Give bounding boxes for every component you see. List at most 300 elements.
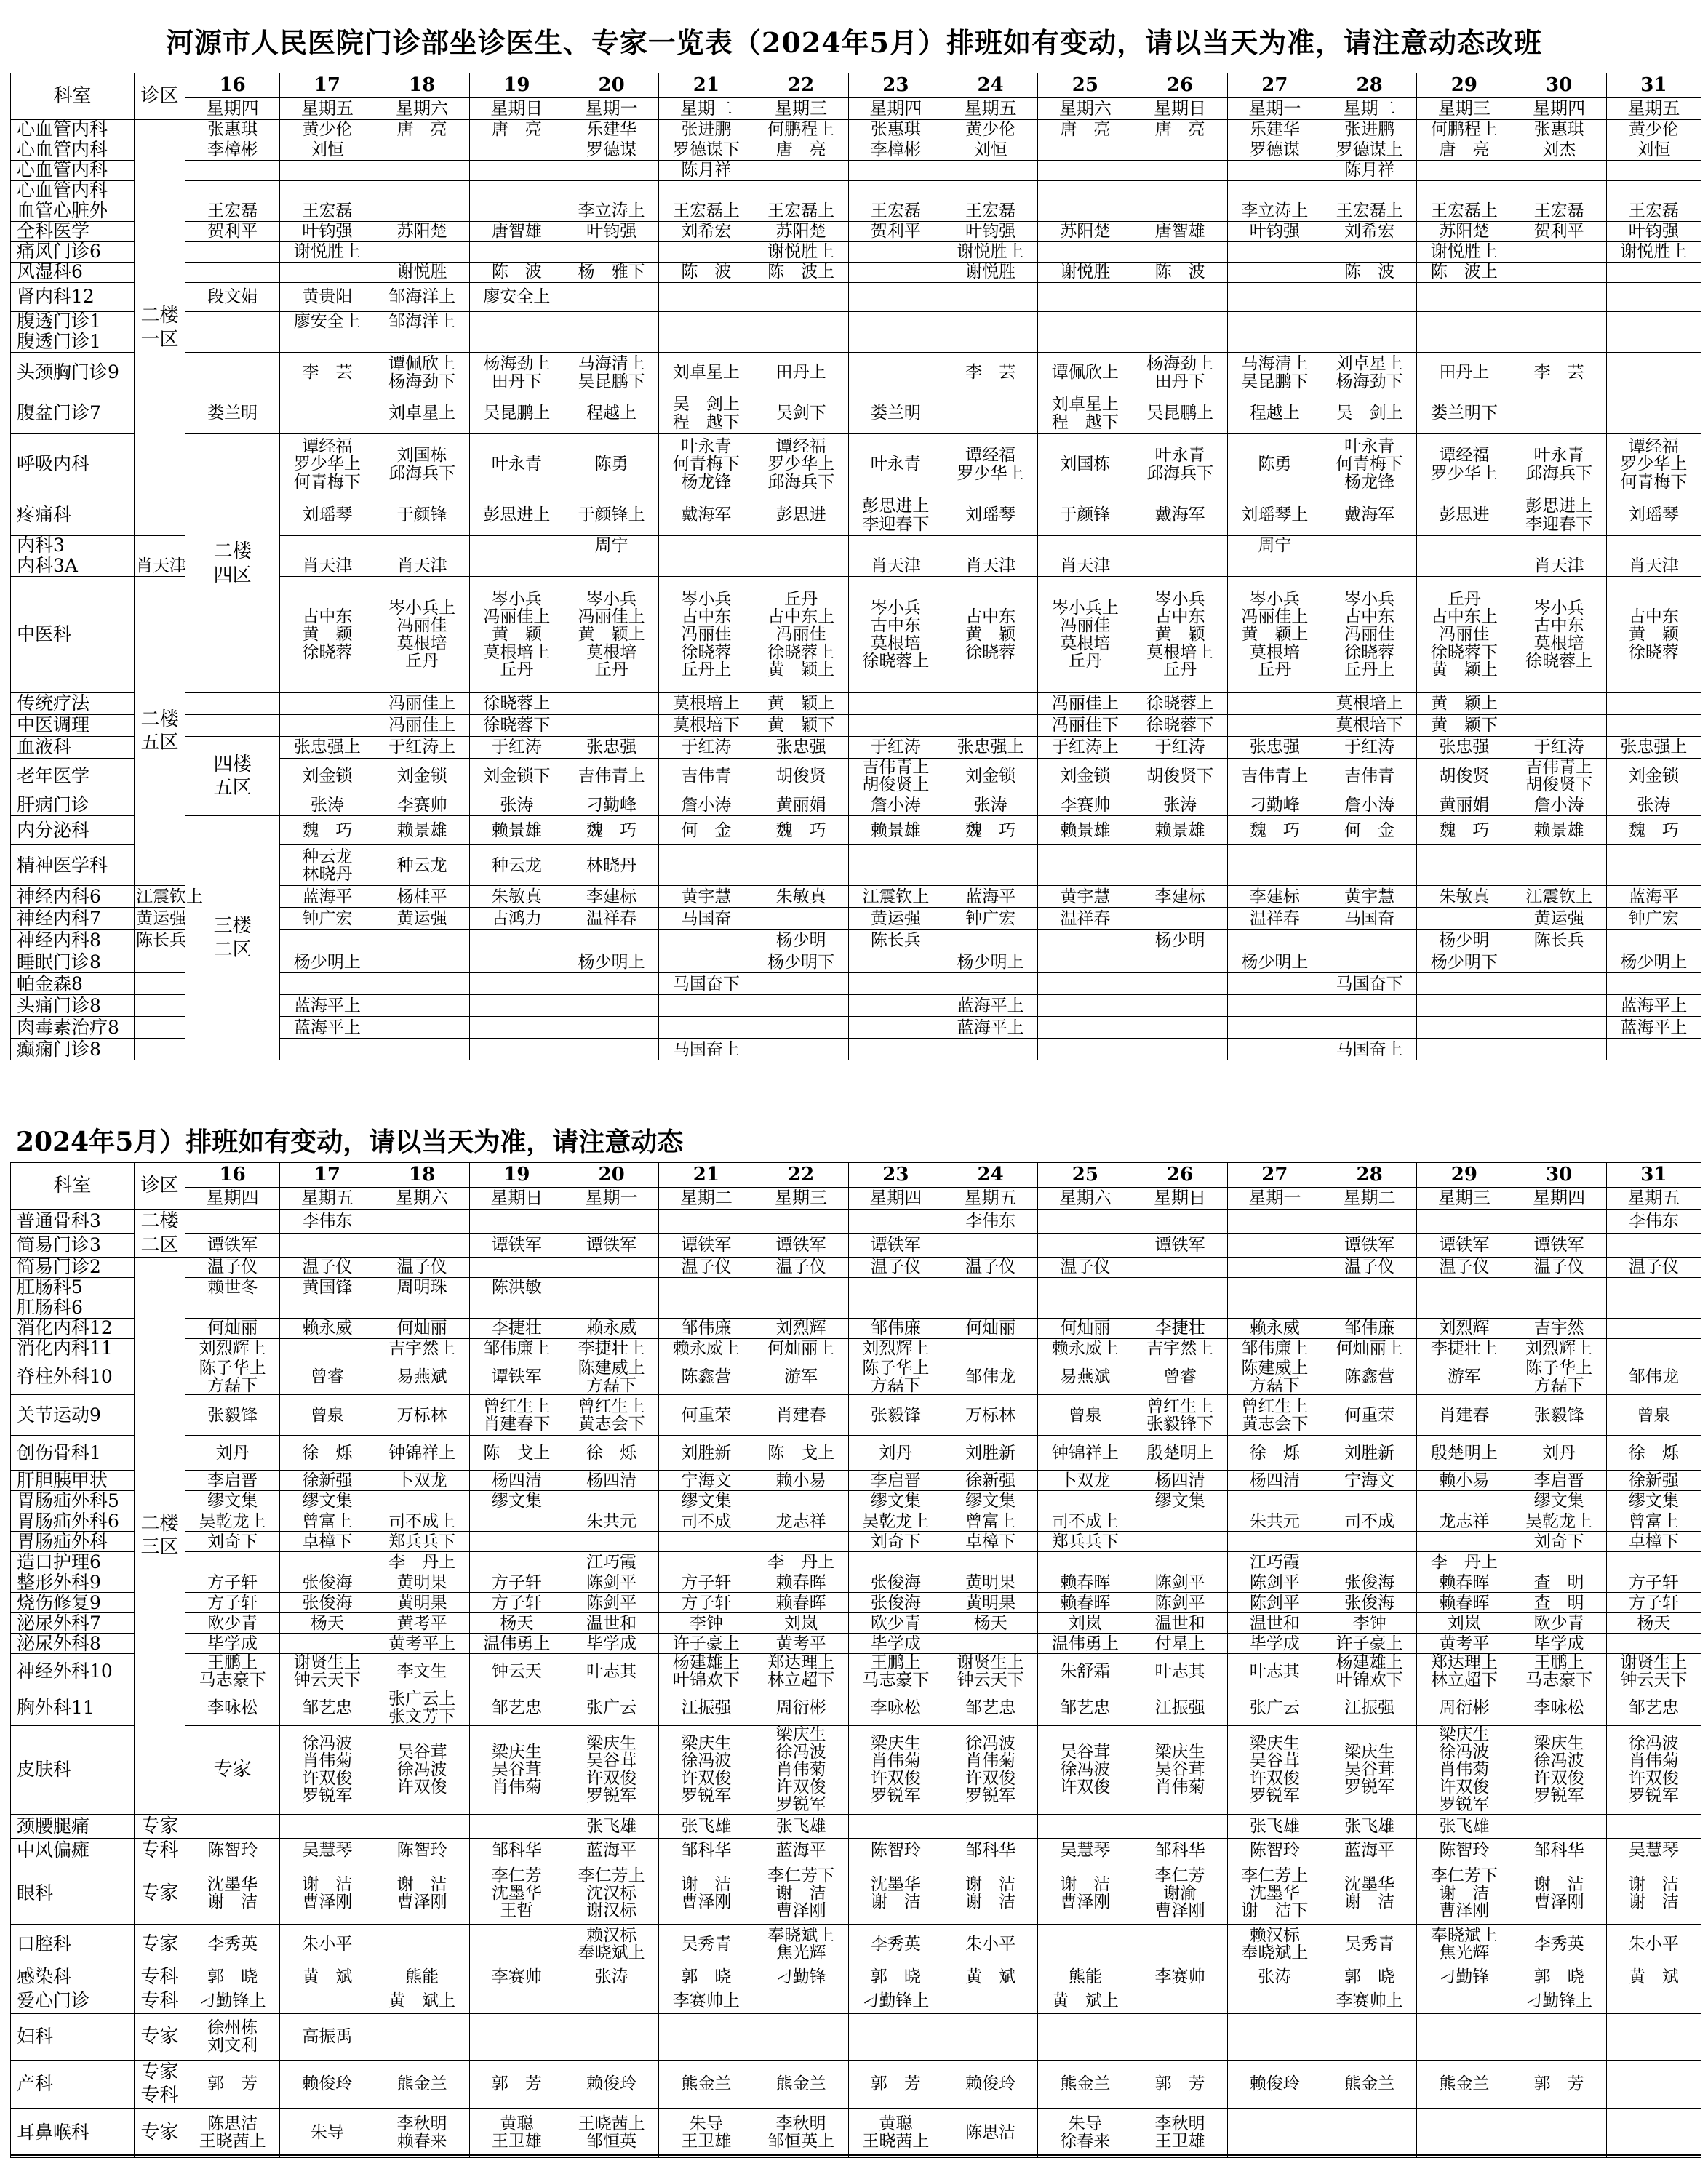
- doctor-cell: [375, 536, 469, 556]
- doctor-cell: [1512, 1814, 1606, 1839]
- doctor-cell: [1322, 1532, 1417, 1552]
- doctor-cell: 何灿丽: [1038, 1319, 1133, 1339]
- doctor-cell: 谭铁军: [1133, 1234, 1227, 1258]
- dept-name: 普通骨科3: [11, 1210, 135, 1234]
- doctor-cell: [1417, 2013, 1512, 2060]
- weekday-header: 星期三: [1417, 98, 1512, 120]
- doctor-cell: [848, 161, 943, 181]
- doctor-cell: 乐建华: [1227, 120, 1322, 140]
- doctor-cell: 温子仪: [280, 1258, 375, 1278]
- doctor-cell: 蓝海平上: [280, 995, 375, 1017]
- schedule-row: [11, 181, 1701, 201]
- doctor-cell: [943, 1234, 1038, 1258]
- doctor-cell: 李仁芳下 谢 洁 曹泽刚: [754, 1863, 848, 1924]
- doctor-cell: 莫根培上: [1322, 693, 1417, 715]
- date-header: 17: [280, 1163, 375, 1188]
- doctor-cell: 张忠强上: [943, 737, 1038, 759]
- doctor-cell: 卓樟下: [1606, 1532, 1701, 1552]
- doctor-cell: 陈 波: [1322, 263, 1417, 283]
- doctor-cell: 莫根培下: [1322, 715, 1417, 737]
- doctor-cell: 杨少明上: [1606, 951, 1701, 973]
- doctor-cell: 何灿丽: [185, 1319, 280, 1339]
- doctor-cell: 李秀英: [1512, 1924, 1606, 1965]
- doctor-cell: 杨少明上: [564, 951, 659, 973]
- doctor-cell: [1606, 973, 1701, 995]
- doctor-cell: 欧少青: [185, 1613, 280, 1634]
- doctor-cell: [280, 1634, 375, 1654]
- doctor-cell: 杨天: [280, 1613, 375, 1634]
- schedule-row: [11, 1532, 1701, 1552]
- doctor-cell: [1322, 930, 1417, 951]
- doctor-cell: 张涛: [1227, 1965, 1322, 1989]
- doctor-cell: 刘金锁: [943, 759, 1038, 794]
- weekday-header: 星期日: [1133, 1188, 1227, 1210]
- dept-name: 腹透门诊1: [11, 312, 135, 332]
- weekday-header: 星期四: [185, 1188, 280, 1210]
- doctor-cell: 毕学成: [848, 1634, 943, 1654]
- doctor-cell: [943, 393, 1038, 434]
- doctor-cell: 邹艺忠: [469, 1690, 564, 1725]
- doctor-cell: 温子仪: [1606, 1258, 1701, 1278]
- doctor-cell: 朱小平: [280, 1924, 375, 1965]
- doctor-cell: [1417, 283, 1512, 312]
- doctor-cell: [1512, 283, 1606, 312]
- doctor-cell: [185, 332, 280, 353]
- doctor-cell: 沈墨华 谢 洁: [1322, 1863, 1417, 1924]
- doctor-cell: [564, 1258, 659, 1278]
- doctor-cell: 陈剑平: [1227, 1572, 1322, 1593]
- doctor-cell: 张飞雄: [1227, 1814, 1322, 1839]
- dept-name: 胸外科11: [11, 1690, 135, 1725]
- doctor-cell: 谢悦胜上: [1606, 242, 1701, 263]
- doctor-cell: [1322, 332, 1417, 353]
- doctor-cell: [1133, 1210, 1227, 1234]
- doctor-cell: 刘国栋: [1038, 434, 1133, 495]
- doctor-cell: 李立涛上: [564, 201, 659, 222]
- doctor-cell: 陈 波上: [754, 263, 848, 283]
- doctor-cell: 温祥春: [1227, 908, 1322, 930]
- doctor-cell: [1227, 283, 1322, 312]
- doctor-cell: 谢 洁 曹泽刚: [1512, 1863, 1606, 1924]
- doctor-cell: [1133, 181, 1227, 201]
- doctor-cell: [1322, 995, 1417, 1017]
- doctor-cell: 杨海劲上 田丹下: [1133, 353, 1227, 393]
- doctor-cell: [280, 930, 375, 951]
- doctor-cell: 温子仪: [659, 1258, 754, 1278]
- weekday-header: 星期三: [1417, 1188, 1512, 1210]
- doctor-cell: 钟广宏: [1606, 908, 1701, 930]
- doctor-cell: 钟广宏: [280, 908, 375, 930]
- doctor-cell: 刘希宏: [659, 222, 754, 242]
- doctor-cell: 温子仪: [375, 1258, 469, 1278]
- doctor-cell: 徐冯波 肖伟菊 许双俊 罗锐军: [280, 1725, 375, 1814]
- doctor-cell: [280, 1552, 375, 1572]
- dept-name: 神经内科7: [11, 908, 135, 930]
- doctor-cell: [1133, 1532, 1227, 1552]
- weekday-header: 星期五: [280, 1188, 375, 1210]
- doctor-cell: 郭 芳: [469, 2060, 564, 2108]
- doctor-cell: 李立涛上: [1227, 201, 1322, 222]
- schedule-row: [11, 263, 1701, 283]
- doctor-cell: [848, 536, 943, 556]
- doctor-cell: 江震钦上: [135, 886, 185, 908]
- doctor-cell: [1227, 2013, 1322, 2060]
- doctor-cell: 岑小兵 冯丽佳上 黄 颖上 莫根培 丘丹: [1227, 577, 1322, 693]
- doctor-cell: [1322, 1210, 1417, 1234]
- doctor-cell: 贺利平: [1512, 222, 1606, 242]
- doctor-cell: 王宏磊上: [659, 201, 754, 222]
- doctor-cell: 沈墨华 谢 洁: [848, 1863, 943, 1924]
- doctor-cell: 何重荣: [1322, 1395, 1417, 1436]
- doctor-cell: [1038, 2013, 1133, 2060]
- weekday-header: 星期一: [1227, 1188, 1322, 1210]
- doctor-cell: 丘丹 古中东上 冯丽佳 徐晓蓉下 黄 颖上: [1417, 577, 1512, 693]
- doctor-cell: [1512, 2013, 1606, 2060]
- doctor-cell: 谭铁军: [659, 1234, 754, 1258]
- doctor-cell: 李秋明 邹恒英上: [754, 2108, 848, 2157]
- doctor-cell: 方子轩: [659, 1572, 754, 1593]
- doctor-cell: 陈 波: [1133, 263, 1227, 283]
- doctor-cell: [375, 930, 469, 951]
- doctor-cell: [185, 693, 280, 715]
- doctor-cell: [564, 2013, 659, 2060]
- doctor-cell: 刘卓星上 杨海劲下: [1322, 353, 1417, 393]
- weekday-header: 星期五: [1606, 98, 1701, 120]
- doctor-cell: 杨四清: [564, 1471, 659, 1491]
- doctor-cell: 吴剑下: [754, 393, 848, 434]
- doctor-cell: 张涛: [1606, 794, 1701, 816]
- schedule-row: [11, 1634, 1701, 1654]
- doctor-cell: 朱敏真: [469, 886, 564, 908]
- doctor-cell: 罗德谋下: [659, 140, 754, 161]
- doctor-cell: 赖景雄: [375, 816, 469, 845]
- doctor-cell: 梁庆生 徐冯波 肖伟菊 许双俊 罗锐军: [754, 1725, 848, 1814]
- doctor-cell: 刘金锁: [1038, 759, 1133, 794]
- doctor-cell: 张进鹏: [659, 120, 754, 140]
- doctor-cell: 李捷壮: [1133, 1319, 1227, 1339]
- doctor-cell: 熊金兰: [375, 2060, 469, 2108]
- doctor-cell: 陈鑫营: [659, 1359, 754, 1395]
- dept-name: 腹透门诊1: [11, 332, 135, 353]
- dept-header: 科室: [11, 73, 135, 120]
- doctor-cell: 吴 剑上 程 越下: [659, 393, 754, 434]
- doctor-cell: [848, 1039, 943, 1060]
- doctor-cell: 陈智玲: [1227, 1839, 1322, 1863]
- doctor-cell: 王鹏上 马志豪下: [185, 1654, 280, 1690]
- doctor-cell: [1606, 1339, 1701, 1359]
- doctor-cell: [659, 536, 754, 556]
- doctor-cell: [659, 242, 754, 263]
- doctor-cell: 杨少明上: [1227, 951, 1322, 973]
- doctor-cell: 赖俊玲: [943, 2060, 1038, 2108]
- schedule-row: [11, 312, 1701, 332]
- doctor-cell: [659, 2013, 754, 2060]
- doctor-cell: 周衍彬: [754, 1690, 848, 1725]
- doctor-cell: 黄贵阳: [280, 283, 375, 312]
- dept-name: 内分泌科: [11, 816, 135, 845]
- doctor-cell: [659, 1552, 754, 1572]
- doctor-cell: [1133, 995, 1227, 1017]
- doctor-cell: 李赛帅: [1038, 794, 1133, 816]
- dept-name: 头痛门诊8: [11, 995, 135, 1017]
- doctor-cell: 王晓茜上 邹恒英: [564, 2108, 659, 2157]
- clinic-area: 专家: [135, 1863, 185, 1924]
- doctor-cell: 吴慧琴: [280, 1839, 375, 1863]
- doctor-cell: [1417, 995, 1512, 1017]
- doctor-cell: [564, 242, 659, 263]
- doctor-cell: [1133, 1017, 1227, 1039]
- doctor-cell: [280, 1814, 375, 1839]
- doctor-cell: [1133, 283, 1227, 312]
- doctor-cell: 陈剑平: [1133, 1572, 1227, 1593]
- doctor-cell: [1417, 1532, 1512, 1552]
- dept-name: 血液科: [11, 737, 135, 759]
- doctor-cell: [1038, 161, 1133, 181]
- weekday-header: 星期日: [1133, 98, 1227, 120]
- doctor-cell: 吉伟青上 胡俊贤上: [848, 759, 943, 794]
- doctor-cell: 刘瑶琴: [943, 495, 1038, 536]
- doctor-cell: 邹伟廉: [848, 1319, 943, 1339]
- schedule-row: [11, 140, 1701, 161]
- doctor-cell: 罗德谋: [564, 140, 659, 161]
- doctor-cell: 于红涛: [1322, 737, 1417, 759]
- doctor-cell: [1512, 263, 1606, 283]
- doctor-cell: [659, 1278, 754, 1298]
- dept-name: 中医科: [11, 577, 135, 693]
- doctor-cell: [659, 312, 754, 332]
- doctor-cell: 张进鹏: [1322, 120, 1417, 140]
- doctor-cell: 彭思进上: [469, 495, 564, 536]
- doctor-cell: 赖小易: [1417, 1471, 1512, 1491]
- doctor-cell: 张毅锋: [1512, 1395, 1606, 1436]
- doctor-cell: [1038, 140, 1133, 161]
- doctor-cell: 方子轩: [1606, 1593, 1701, 1613]
- doctor-cell: 吴慧琴: [1038, 1839, 1133, 1863]
- doctor-cell: 江震钦上: [1512, 886, 1606, 908]
- doctor-cell: 刘金锁: [280, 759, 375, 794]
- doctor-cell: 曾泉: [1038, 1395, 1133, 1436]
- doctor-cell: 谢悦胜: [943, 263, 1038, 283]
- dept-name: 肝胆胰甲状: [11, 1471, 135, 1491]
- doctor-cell: [375, 181, 469, 201]
- doctor-cell: [848, 2013, 943, 2060]
- doctor-cell: 缪文集: [1606, 1491, 1701, 1511]
- doctor-cell: [1227, 1039, 1322, 1060]
- doctor-cell: [848, 1814, 943, 1839]
- doctor-cell: 吴乾龙上: [1512, 1511, 1606, 1532]
- doctor-cell: 谭铁军: [469, 1359, 564, 1395]
- doctor-cell: 谭经福 罗少华上 何青梅下: [280, 434, 375, 495]
- doctor-cell: [1417, 1989, 1512, 2014]
- doctor-cell: [185, 312, 280, 332]
- date-header: 17: [280, 73, 375, 98]
- dept-name: 耳鼻喉科: [11, 2108, 135, 2157]
- doctor-cell: [754, 181, 848, 201]
- doctor-cell: 唐 亮: [375, 120, 469, 140]
- doctor-cell: [1322, 951, 1417, 973]
- doctor-cell: 刘岚: [1038, 1613, 1133, 1634]
- dept-name: 传统疗法: [11, 693, 135, 715]
- doctor-cell: [564, 332, 659, 353]
- doctor-cell: 毕学成: [1512, 1634, 1606, 1654]
- doctor-cell: 郑兵兵下: [1038, 1532, 1133, 1552]
- doctor-cell: 梁庆生 吴谷茸 许双俊 罗锐军: [564, 1725, 659, 1814]
- doctor-cell: 李伟东: [280, 1210, 375, 1234]
- doctor-cell: [469, 140, 564, 161]
- doctor-cell: 冯丽佳上: [375, 693, 469, 715]
- doctor-cell: 李 丹上: [1417, 1552, 1512, 1572]
- doctor-cell: [1417, 332, 1512, 353]
- doctor-cell: 肖天津: [1606, 556, 1701, 577]
- doctor-cell: [185, 161, 280, 181]
- doctor-cell: 刁勤峰: [564, 794, 659, 816]
- doctor-cell: 邹伟龙: [943, 1359, 1038, 1395]
- schedule-row: [11, 222, 1701, 242]
- doctor-cell: [848, 973, 943, 995]
- doctor-cell: 古中东 黄 颖 徐晓蓉: [1606, 577, 1701, 693]
- doctor-cell: [1227, 1491, 1322, 1511]
- doctor-cell: 梁庆生 吴谷茸 罗锐军: [1322, 1725, 1417, 1814]
- doctor-cell: 陈 波: [469, 263, 564, 283]
- doctor-cell: [848, 1552, 943, 1572]
- doctor-cell: [1322, 1017, 1417, 1039]
- doctor-cell: 黄明果: [943, 1593, 1038, 1613]
- date-header: 29: [1417, 1163, 1512, 1188]
- doctor-cell: 古中东 黄 颖 徐晓蓉: [280, 577, 375, 693]
- doctor-cell: 李伟东: [943, 1210, 1038, 1234]
- doctor-cell: 何重荣: [659, 1395, 754, 1436]
- doctor-cell: [280, 536, 375, 556]
- doctor-cell: 黄 斌上: [375, 1989, 469, 2014]
- doctor-cell: 段文娟: [185, 283, 280, 312]
- doctor-cell: [1227, 693, 1322, 715]
- doctor-cell: 朱小平: [943, 1924, 1038, 1965]
- doctor-cell: 邹艺忠: [1606, 1690, 1701, 1725]
- doctor-cell: [1227, 1234, 1322, 1258]
- doctor-cell: 宁海文: [1322, 1471, 1417, 1491]
- doctor-cell: [1227, 242, 1322, 263]
- doctor-cell: 温伟勇上: [469, 1634, 564, 1654]
- date-header: 22: [754, 1163, 848, 1188]
- doctor-cell: [469, 536, 564, 556]
- doctor-cell: 张俊海: [280, 1572, 375, 1593]
- doctor-cell: 徐州栋 刘文利: [185, 2013, 280, 2060]
- doctor-cell: 谢悦胜上: [280, 242, 375, 263]
- doctor-cell: 宁海文: [659, 1471, 754, 1491]
- doctor-cell: 陈智玲: [1417, 1839, 1512, 1863]
- doctor-cell: [1606, 930, 1701, 951]
- doctor-cell: 詹小涛: [659, 794, 754, 816]
- doctor-cell: 郭 芳: [185, 2060, 280, 2108]
- clinic-area: 二楼 三区: [135, 1258, 185, 1815]
- date-header: 23: [848, 73, 943, 98]
- schedule-row: [11, 1690, 1701, 1725]
- doctor-cell: 温子仪: [754, 1258, 848, 1278]
- doctor-cell: [1133, 332, 1227, 353]
- doctor-cell: [754, 1989, 848, 2014]
- doctor-cell: [469, 1532, 564, 1552]
- doctor-cell: 张涛: [1133, 794, 1227, 816]
- doctor-cell: 贺利平: [848, 222, 943, 242]
- doctor-cell: [375, 1234, 469, 1258]
- doctor-cell: 曾红生上 张毅锋下: [1133, 1395, 1227, 1436]
- doctor-cell: [943, 1039, 1038, 1060]
- doctor-cell: [1606, 1552, 1701, 1572]
- doctor-cell: [659, 951, 754, 973]
- doctor-cell: [375, 995, 469, 1017]
- doctor-cell: 吴 剑上: [1322, 393, 1417, 434]
- doctor-cell: 马国奋上: [1322, 1039, 1417, 1060]
- date-header: 16: [185, 73, 280, 98]
- doctor-cell: [469, 181, 564, 201]
- doctor-cell: 于红涛: [1133, 737, 1227, 759]
- doctor-cell: [469, 973, 564, 995]
- doctor-cell: 方子轩: [659, 1593, 754, 1613]
- doctor-cell: 熊金兰: [1038, 2060, 1133, 2108]
- doctor-cell: 谢贤生上 钟云天下: [1606, 1654, 1701, 1690]
- doctor-cell: 陈剑平: [564, 1593, 659, 1613]
- doctor-cell: 黄丽娟: [1417, 794, 1512, 816]
- doctor-cell: 肖天津: [280, 556, 375, 577]
- doctor-cell: 戴海军: [1133, 495, 1227, 536]
- doctor-cell: 何鹏程上: [1417, 120, 1512, 140]
- doctor-cell: 黄运强: [135, 908, 185, 930]
- doctor-cell: 张俊海: [280, 1593, 375, 1613]
- doctor-cell: 叶志其: [1133, 1654, 1227, 1690]
- doctor-cell: [754, 312, 848, 332]
- doctor-cell: 刘恒: [1606, 140, 1701, 161]
- doctor-cell: [1512, 1552, 1606, 1572]
- doctor-cell: [659, 181, 754, 201]
- doctor-cell: 刘瑶琴: [280, 495, 375, 536]
- doctor-cell: 叶永青 邱海兵下: [1512, 434, 1606, 495]
- doctor-cell: 赖汉标 奉晓斌上: [1227, 1924, 1322, 1965]
- doctor-cell: 缪文集: [1512, 1491, 1606, 1511]
- doctor-cell: [659, 556, 754, 577]
- doctor-cell: 陈子华上 方磊下: [1512, 1359, 1606, 1395]
- doctor-cell: 吴乾龙上: [848, 1511, 943, 1532]
- doctor-cell: 程越上: [564, 393, 659, 434]
- doctor-cell: 罗德谋上: [1322, 140, 1417, 161]
- doctor-cell: 张毅锋: [848, 1395, 943, 1436]
- date-header: 25: [1038, 73, 1133, 98]
- doctor-cell: 唐 亮: [469, 120, 564, 140]
- weekday-header: 星期一: [1227, 98, 1322, 120]
- schedule-row: [11, 715, 1701, 737]
- dept-name: 全科医学: [11, 222, 135, 242]
- doctor-cell: [1038, 536, 1133, 556]
- date-header: 31: [1606, 73, 1701, 98]
- doctor-cell: 李建标: [1227, 886, 1322, 908]
- doctor-cell: [185, 353, 280, 393]
- weekday-header: 星期六: [1038, 98, 1133, 120]
- doctor-cell: 赖世冬: [185, 1278, 280, 1298]
- dept-name: 风湿科6: [11, 263, 135, 283]
- doctor-cell: [280, 263, 375, 283]
- doctor-cell: 高振禹: [280, 2013, 375, 2060]
- doctor-cell: [754, 1039, 848, 1060]
- doctor-cell: 李启晋: [1512, 1471, 1606, 1491]
- doctor-cell: [564, 973, 659, 995]
- header-row-weekdays: [11, 1188, 1701, 1210]
- dept-name: 消化内科12: [11, 1319, 135, 1339]
- doctor-cell: 朱舒霜: [1038, 1654, 1133, 1690]
- doctor-cell: 邹科华: [1512, 1839, 1606, 1863]
- doctor-cell: 刁勤峰: [1227, 794, 1322, 816]
- doctor-cell: [1512, 312, 1606, 332]
- header-row-dates: [11, 73, 1701, 98]
- doctor-cell: 王鹏上 马志豪下: [1512, 1654, 1606, 1690]
